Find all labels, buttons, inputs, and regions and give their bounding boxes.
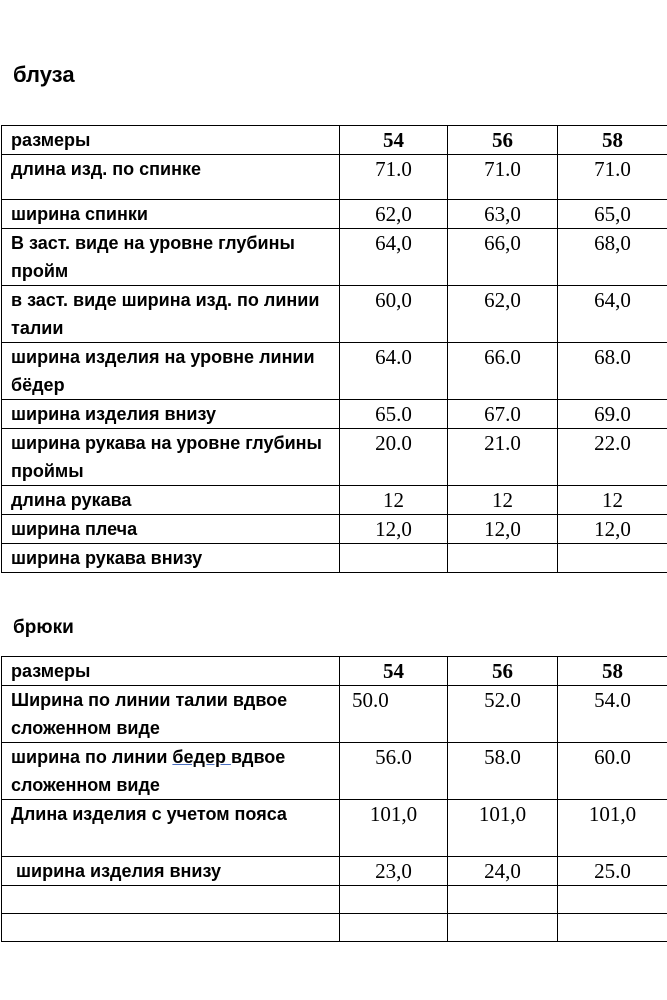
empty-cell [340, 886, 448, 914]
size-54-header: 54 [340, 657, 448, 686]
table-row [2, 400, 667, 429]
empty-cell [340, 914, 448, 942]
cell-value [558, 544, 667, 573]
cell-value: 24,0 [448, 857, 558, 886]
table-row [2, 544, 667, 573]
row-label-part: вдвое сложенном виде [11, 747, 286, 795]
cell-value: 50.0 [340, 686, 448, 743]
cell-value: 12,0 [448, 515, 558, 544]
empty-cell [448, 886, 558, 914]
row-label [2, 743, 340, 800]
table-row [2, 343, 667, 400]
table-row [2, 914, 667, 942]
cell-value: 12 [448, 486, 558, 515]
row-label: В заст. виде на уровне глубины пройм [2, 229, 340, 286]
size-54-header: 54 [340, 126, 448, 155]
cell-value: 101,0 [340, 800, 448, 857]
sizes-header-label: размеры [2, 126, 340, 155]
empty-cell [448, 914, 558, 942]
cell-value: 64,0 [558, 286, 667, 343]
table-row [2, 857, 667, 886]
row-label: ширина рукава внизу [2, 544, 340, 573]
cell-value [448, 544, 558, 573]
cell-value: 67.0 [448, 400, 558, 429]
row-label: длина изд. по спинке [2, 155, 340, 200]
empty-cell [2, 886, 340, 914]
trousers-title: брюки [13, 617, 74, 638]
table-row [2, 429, 667, 486]
cell-value: 52.0 [448, 686, 558, 743]
table-row [2, 686, 667, 743]
cell-value: 22.0 [558, 429, 667, 486]
cell-value: 62,0 [448, 286, 558, 343]
cell-value: 20.0 [340, 429, 448, 486]
cell-value: 60,0 [340, 286, 448, 343]
row-label: длина рукава [2, 486, 340, 515]
cell-value: 21.0 [448, 429, 558, 486]
row-label: ширина изделия на уровне линии бёдер [2, 343, 340, 400]
table-row [2, 486, 667, 515]
cell-value: 69.0 [558, 400, 667, 429]
sizes-header-label: размеры [2, 657, 340, 686]
table-row [2, 200, 667, 229]
cell-value: 12,0 [340, 515, 448, 544]
row-label: ширина спинки [2, 200, 340, 229]
table-row [2, 155, 667, 200]
cell-value: 71.0 [448, 155, 558, 200]
table-row [2, 229, 667, 286]
row-label: в заст. виде ширина изд. по линии талии [2, 286, 340, 343]
empty-cell [558, 886, 667, 914]
cell-value: 58.0 [448, 743, 558, 800]
empty-cell [558, 914, 667, 942]
cell-value: 23,0 [340, 857, 448, 886]
cell-value: 64,0 [340, 229, 448, 286]
size-56-header: 56 [448, 657, 558, 686]
cell-value: 66,0 [448, 229, 558, 286]
table-row [2, 886, 667, 914]
empty-cell [2, 914, 340, 942]
cell-value: 65,0 [558, 200, 667, 229]
cell-value [340, 544, 448, 573]
size-58-header: 58 [558, 657, 667, 686]
table-header-row [2, 657, 667, 686]
cell-value: 101,0 [448, 800, 558, 857]
table-row [2, 800, 667, 857]
table-header-row [2, 126, 667, 155]
cell-value: 60.0 [558, 743, 667, 800]
table-row [2, 515, 667, 544]
cell-value: 68,0 [558, 229, 667, 286]
cell-value: 65.0 [340, 400, 448, 429]
cell-value: 68.0 [558, 343, 667, 400]
cell-value: 63,0 [448, 200, 558, 229]
cell-value: 71.0 [558, 155, 667, 200]
row-label: Ширина по линии талии вдвое сложенном виде [2, 686, 340, 743]
row-label: ширина изделия внизу [2, 400, 340, 429]
trousers-size-table [1, 656, 667, 942]
row-label: ширина изделия внизу [2, 857, 340, 886]
cell-value: 62,0 [340, 200, 448, 229]
cell-value: 101,0 [558, 800, 667, 857]
blouse-size-table [1, 125, 667, 573]
cell-value: 66.0 [448, 343, 558, 400]
size-56-header: 56 [448, 126, 558, 155]
cell-value: 12 [340, 486, 448, 515]
row-label: ширина плеча [2, 515, 340, 544]
cell-value: 12,0 [558, 515, 667, 544]
size-58-header: 58 [558, 126, 667, 155]
cell-value: 71.0 [340, 155, 448, 200]
cell-value: 54.0 [558, 686, 667, 743]
row-label: ширина рукава на уровне глубины проймы [2, 429, 340, 486]
table-row [2, 743, 667, 800]
cell-value: 56.0 [340, 743, 448, 800]
row-label-part: ширина по линии [11, 747, 173, 767]
cell-value: 12 [558, 486, 667, 515]
row-label-underlined-word: бедер [172, 747, 231, 767]
table-row [2, 286, 667, 343]
row-label: Длина изделия с учетом пояса [2, 800, 340, 857]
blouse-title: блуза [13, 62, 75, 87]
cell-value: 64.0 [340, 343, 448, 400]
cell-value: 25.0 [558, 857, 667, 886]
